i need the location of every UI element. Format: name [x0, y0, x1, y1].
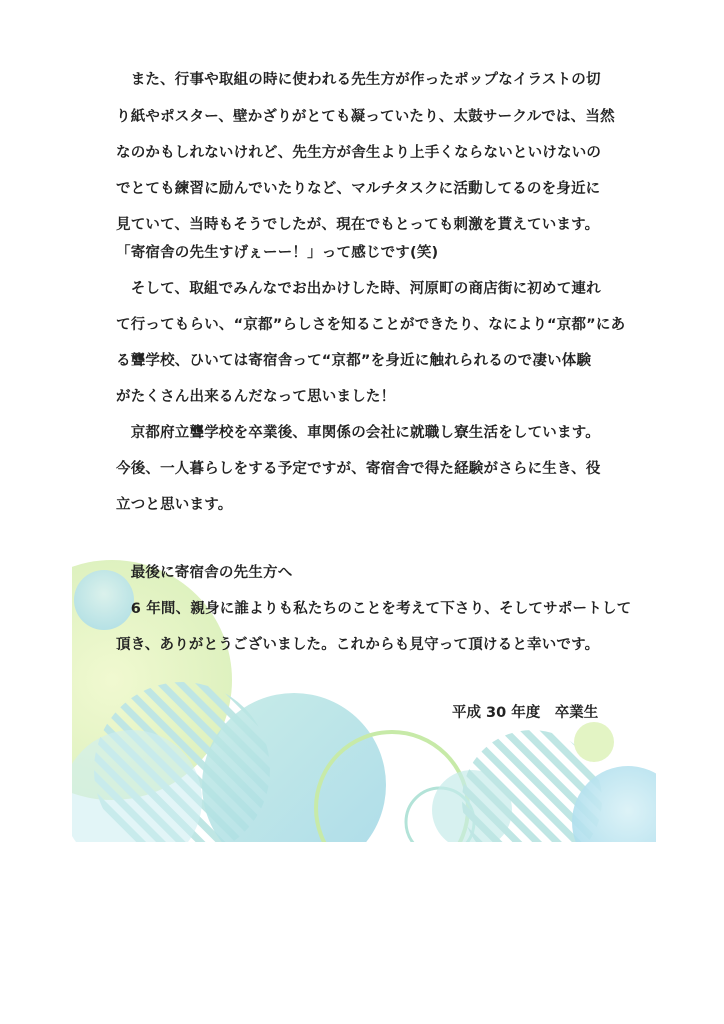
text-line: 立つと思います。	[116, 497, 233, 513]
text-line: 今後、一人暮らしをする予定ですが、寄宿舎で得た経験がさらに生き、役	[116, 461, 601, 477]
text-line: る聾学校、ひいては寄宿舎って“京都”を身近に触れられるので凄い体験	[116, 353, 592, 369]
text-line: 最後に寄宿舎の先生方へ	[116, 565, 293, 581]
text-line: でとても練習に励んでいたりなど、マルチタスクに活動してるのを身近に	[116, 181, 601, 197]
text-line: なのかもしれないけれど、先生方が舎生より上手くならないといけないの	[116, 145, 602, 161]
text-line: 「寄宿舎の先生すげぇーー！」って感じです(笑)	[116, 245, 439, 261]
text-line: 頂き、ありがとうございました。これからも見守って頂けると幸いです。	[116, 637, 600, 653]
text-line: 京都府立聾学校を卒業後、車関係の会社に就職し寮生活をしています。	[116, 425, 600, 441]
text-line: そして、取組でみんなでお出かけした時、河原町の商店街に初めて連れ	[116, 281, 601, 297]
text-line: がたくさん出来るんだなって思いました！	[116, 389, 396, 405]
signature: 平成 30 年度 卒業生	[452, 705, 599, 721]
text-line: て行ってもらい、“京都”らしさを知ることができたり、なにより“京都”にあ	[116, 317, 626, 333]
text-line: り紙やポスター、壁かざりがとても凝っていたり、太鼓サークルでは、当然	[116, 109, 615, 125]
text-line: また、行事や取組の時に使われる先生方が作ったポップなイラストの切	[116, 72, 601, 88]
text-line: 見ていて、当時もそうでしたが、現在でもとっても刺激を貰えています。	[116, 217, 600, 233]
text-line: 6 年間、親身に誰よりも私たちのことを考えて下さり、そしてサポートして	[116, 601, 632, 617]
